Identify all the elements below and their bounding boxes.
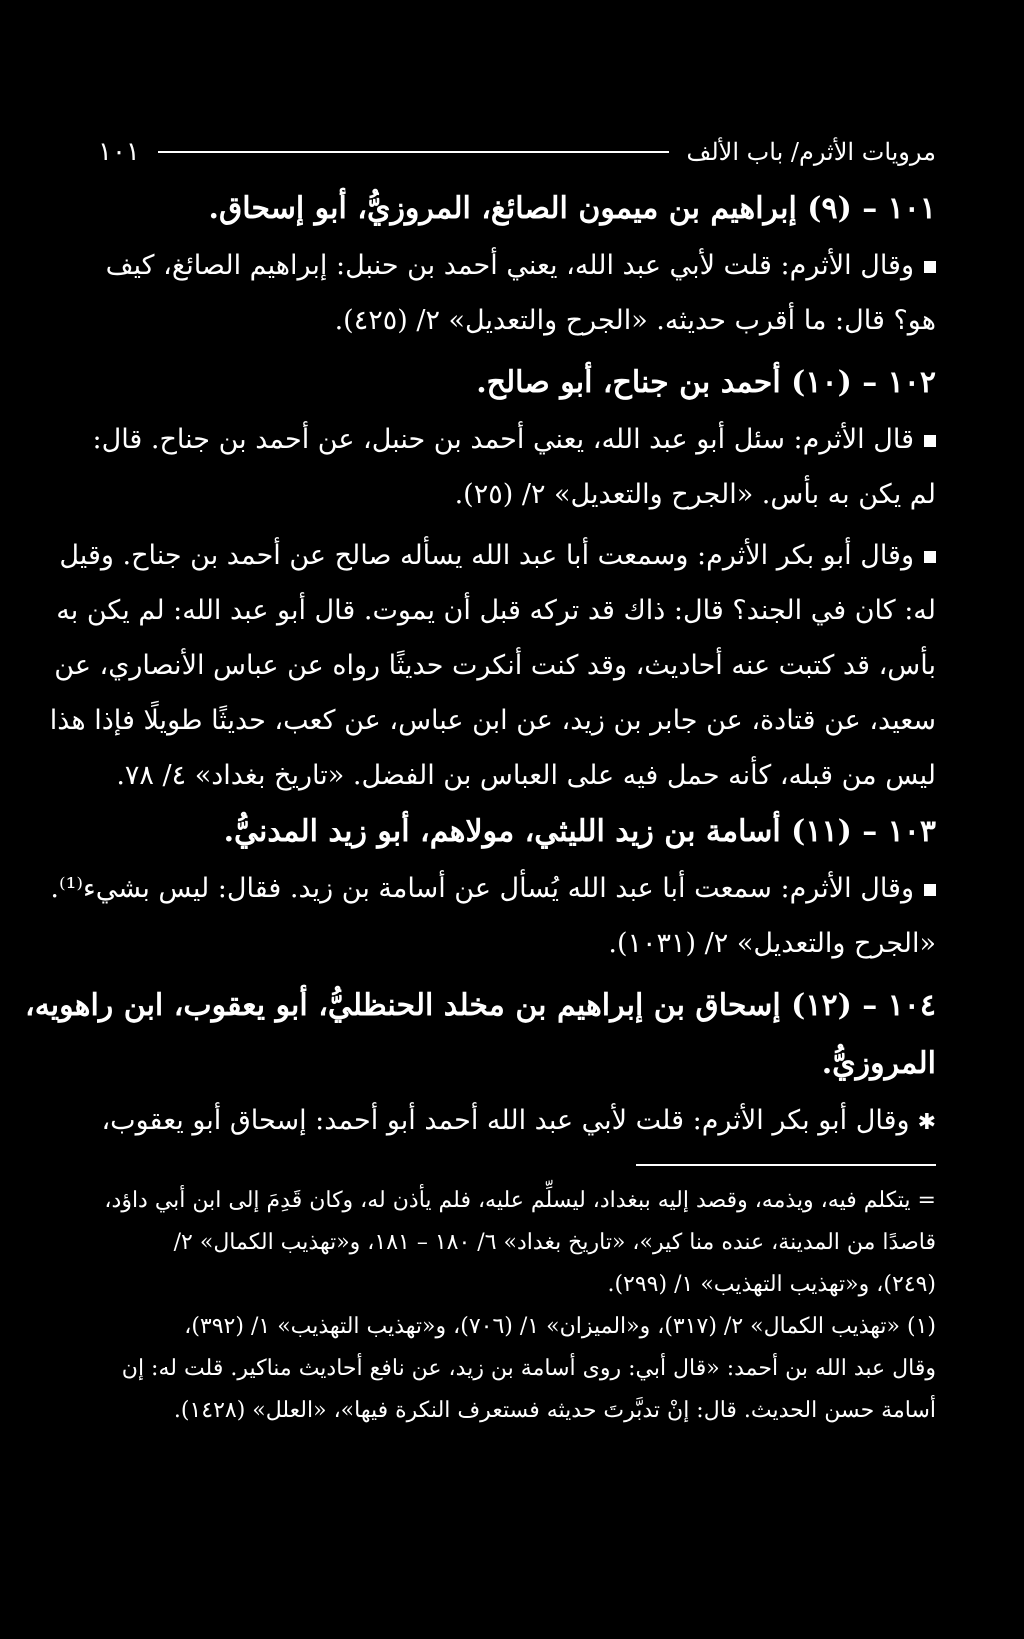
text-line: «الجرح والتعديل» ٢/ (١٠٣١). — [608, 928, 936, 959]
text-line: وقال الأثرم: سمعت أبا عبد الله يُسأل عن أسامة بن زيد. فقال: ليس بشيء⁽¹⁾. — [70, 861, 936, 916]
page-body — [25, 180, 936, 1432]
footnote-line: قاصدًا من المدينة، عنده منا كير»، «تاريخ بغداد» ٦/ ١٨٠ – ١٨١، و«تهذيب الكمال» ٢/ — [173, 1230, 936, 1255]
footnote-line: (١) «تهذيب الكمال» ٢/ (٣١٧)، و«الميزان» ١/ (٧٠٦)، و«تهذيب التهذيب» ١/ (٣٩٢)، — [184, 1314, 936, 1339]
entry-title: ١٠١ – (٩) إبراهيم بن ميمون الصائغ، المروزيُّ، أبو إسحاق. — [208, 191, 936, 226]
header-rule — [158, 151, 669, 153]
footnote-rule — [636, 1164, 936, 1166]
bullet-square-icon — [924, 551, 936, 563]
bullet-square-icon — [924, 435, 936, 447]
footnote-line: = يتكلم فيه، ويذمه، وقصد إليه ببغداد، ليسلِّم عليه، فلم يأذن له، وكان قَدِمَ إلى ابن أبي داؤد، — [104, 1188, 936, 1213]
entry-title: ١٠٣ – (١١) أسامة بن زيد الليثي، مولاهم، أبو زيد المدنيُّ. — [223, 814, 936, 849]
text-line: لم يكن به بأس. «الجرح والتعديل» ٢/ (٢٥). — [454, 479, 936, 510]
entry-title-continued: المروزيُّ. — [821, 1046, 936, 1081]
text-line: ليس من قبله، كأنه حمل فيه على العباس بن الفضل. «تاريخ بغداد» ٤/ ٧٨. — [116, 760, 936, 791]
text-line: وقال أبو بكر الأثرم: وسمعت أبا عبد الله يسأله صالح عن أحمد بن جناح. وقيل — [70, 528, 936, 583]
text-line: وقال الأثرم: قلت لأبي عبد الله، يعني أحمد بن حنبل: إبراهيم الصائغ، كيف — [70, 238, 936, 293]
footnote-line: أسامة حسن الحديث. قال: إنْ تدبَّرتَ حديثه فستعرف النكرة فيها»، «العلل» (١٤٢٨). — [173, 1398, 936, 1423]
footnote-line: (٢٤٩)، و«تهذيب التهذيب» ١/ (٢٩٩). — [607, 1272, 936, 1297]
text-line: له: كان في الجند؟ قال: ذاك قد تركه قبل أن يموت. قال أبو عبد الله: لم يكن به — [56, 595, 936, 626]
text-line: هو؟ قال: ما أقرب حديثه. «الجرح والتعديل» ٢/ (٤٢٥). — [334, 305, 936, 336]
text-line: ✱وقال أبو بكر الأثرم: قلت لأبي عبد الله أحمد أبو أحمد: إسحاق أبو يعقوب، — [101, 1105, 936, 1136]
page-header — [98, 130, 936, 174]
text-line: بأس، قد كتبت عنه أحاديث، وقد كنت أنكرت حديثًا رواه عن عباس الأنصاري، عن — [54, 650, 936, 681]
text-line: سعيد، عن قتادة، عن جابر بن زيد، عن ابن عباس، عن كعب، حديثًا طويلًا فإذا هذا — [49, 705, 936, 736]
text-line: قال الأثرم: سئل أبو عبد الله، يعني أحمد بن حنبل، عن أحمد بن جناح. قال: — [70, 412, 936, 467]
entry-title: ١٠٢ – (١٠) أحمد بن جناح، أبو صالح. — [476, 365, 936, 400]
footnote-line: وقال عبد الله بن أحمد: «قال أبي: روى أسامة بن زيد، عن نافع أحاديث مناكير. قلت له: إن — [121, 1356, 936, 1381]
running-title: مرويات الأثرم/ باب الألف — [686, 138, 936, 166]
asterisk-icon: ✱ — [917, 1110, 936, 1135]
entry-title: ١٠٤ – (١٢) إسحاق بن إبراهيم بن مخلد الحنظليُّ، أبو يعقوب، ابن راهويه، — [25, 988, 936, 1023]
page-number: ١٠١ — [98, 137, 140, 167]
bullet-square-icon — [924, 884, 936, 896]
bullet-square-icon — [924, 261, 936, 273]
